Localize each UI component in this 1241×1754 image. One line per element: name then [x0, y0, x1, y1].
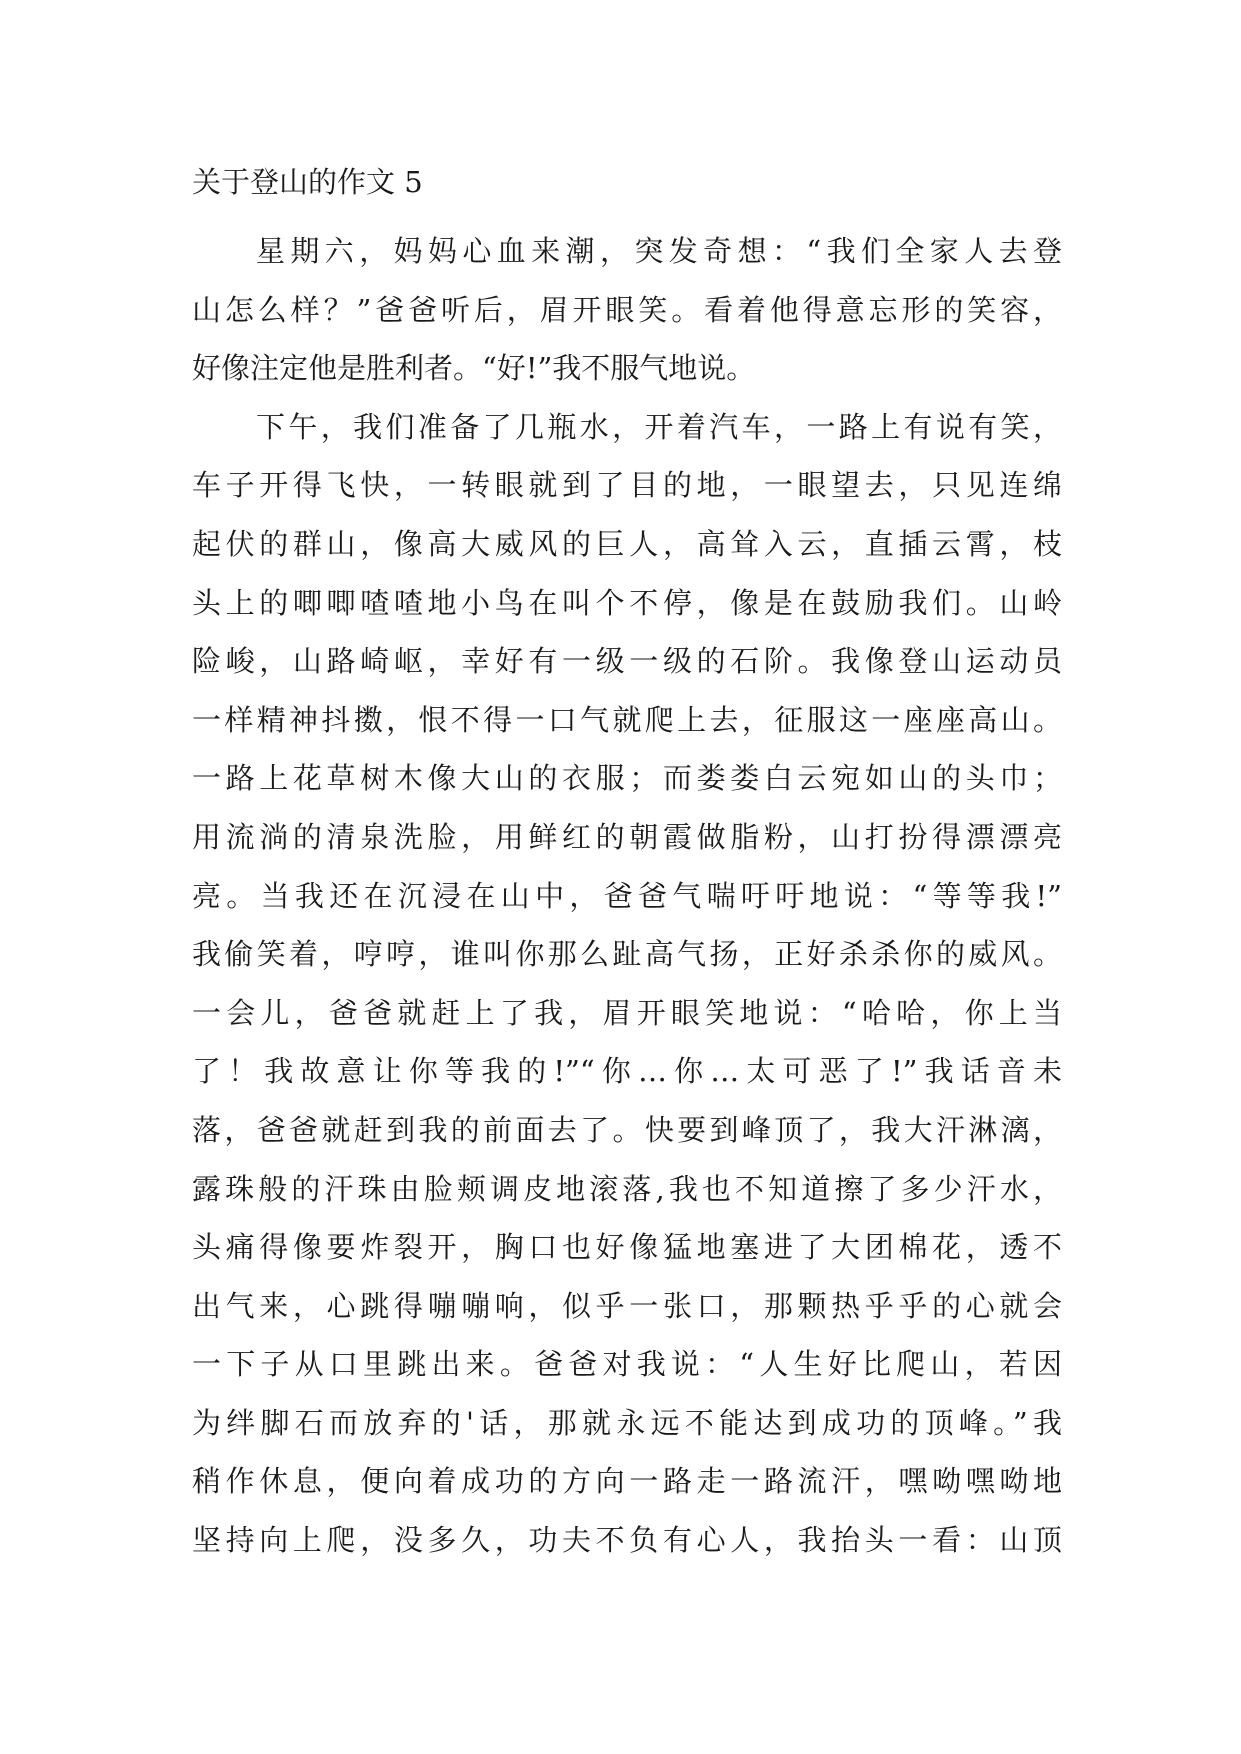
text-line: 好像注定他是胜利者。“好!”我不服气地说。	[192, 351, 756, 386]
text-line: 险峻，山路崎岖，幸好有一级一级的石阶。我像登山运动员	[192, 644, 1062, 679]
text-line: 头痛得像要炸裂开，胸口也好像猛地塞进了大团棉花，透不	[192, 1230, 1062, 1265]
text-line: 落，爸爸就赶到我的前面去了。快要到峰顶了，我大汗淋漓，	[192, 1112, 1062, 1147]
text-line: 露珠般的汗珠由脸颊调皮地滚落,我也不知道擦了多少汗水，	[192, 1171, 1062, 1206]
text-line: 了！我故意让你等我的!”“你…你…太可恶了!”我话音未	[192, 1054, 1062, 1089]
text-line: 一会儿，爸爸就赶上了我，眉开眼笑地说：“哈哈，你上当	[192, 995, 1062, 1030]
text-line: 亮。当我还在沉浸在山中，爸爸气喘吁吁地说：“等等我!”	[192, 878, 1062, 913]
text-line: 一样精神抖擞，恨不得一口气就爬上去，征服这一座座高山。	[192, 702, 1062, 737]
document-title: 关于登山的作文 5	[192, 165, 423, 199]
text-line: 车子开得飞快，一转眼就到了目的地，一眼望去，只见连绵	[192, 468, 1062, 503]
text-line: 稍作休息，便向着成功的方向一路走一路流汗，嘿呦嘿呦地	[192, 1464, 1062, 1499]
text-line: 一路上花草树木像大山的衣服；而娄娄白云宛如山的头巾；	[192, 761, 1062, 796]
text-line: 起伏的群山，像高大威风的巨人，高耸入云，直插云霄，枝	[192, 526, 1062, 561]
text-line: 用流淌的清泉洗脸，用鲜红的朝霞做脂粉，山打扮得漂漂亮	[192, 819, 1062, 854]
text-line: 我偷笑着，哼哼，谁叫你那么趾高气扬，正好杀杀你的威风。	[192, 937, 1062, 972]
text-line: 头上的唧唧喳喳地小鸟在叫个不停，像是在鼓励我们。山岭	[192, 585, 1062, 620]
text-line: 出气来，心跳得嘣嘣响，似乎一张口，那颗热乎乎的心就会	[192, 1288, 1062, 1323]
text-line: 为绊脚石而放弃的'话，那就永远不能达到成功的顶峰。”我	[192, 1405, 1062, 1440]
text-line: 一下子从口里跳出来。爸爸对我说：“人生好比爬山，若因	[192, 1347, 1062, 1382]
document-body	[192, 160, 1062, 1570]
paragraph-1	[192, 222, 1062, 398]
text-line: 坚持向上爬，没多久，功夫不负有心人，我抬头一看：山顶	[192, 1523, 1062, 1558]
paragraph-2	[192, 398, 1062, 1570]
text-line: 下午，我们准备了几瓶水，开着汽车，一路上有说有笑，	[256, 409, 1062, 444]
text-line: 山怎么样？”爸爸听后，眉开眼笑。看着他得意忘形的笑容，	[192, 292, 1062, 327]
text-line: 星期六，妈妈心血来潮，突发奇想：“我们全家人去登	[256, 234, 1062, 268]
